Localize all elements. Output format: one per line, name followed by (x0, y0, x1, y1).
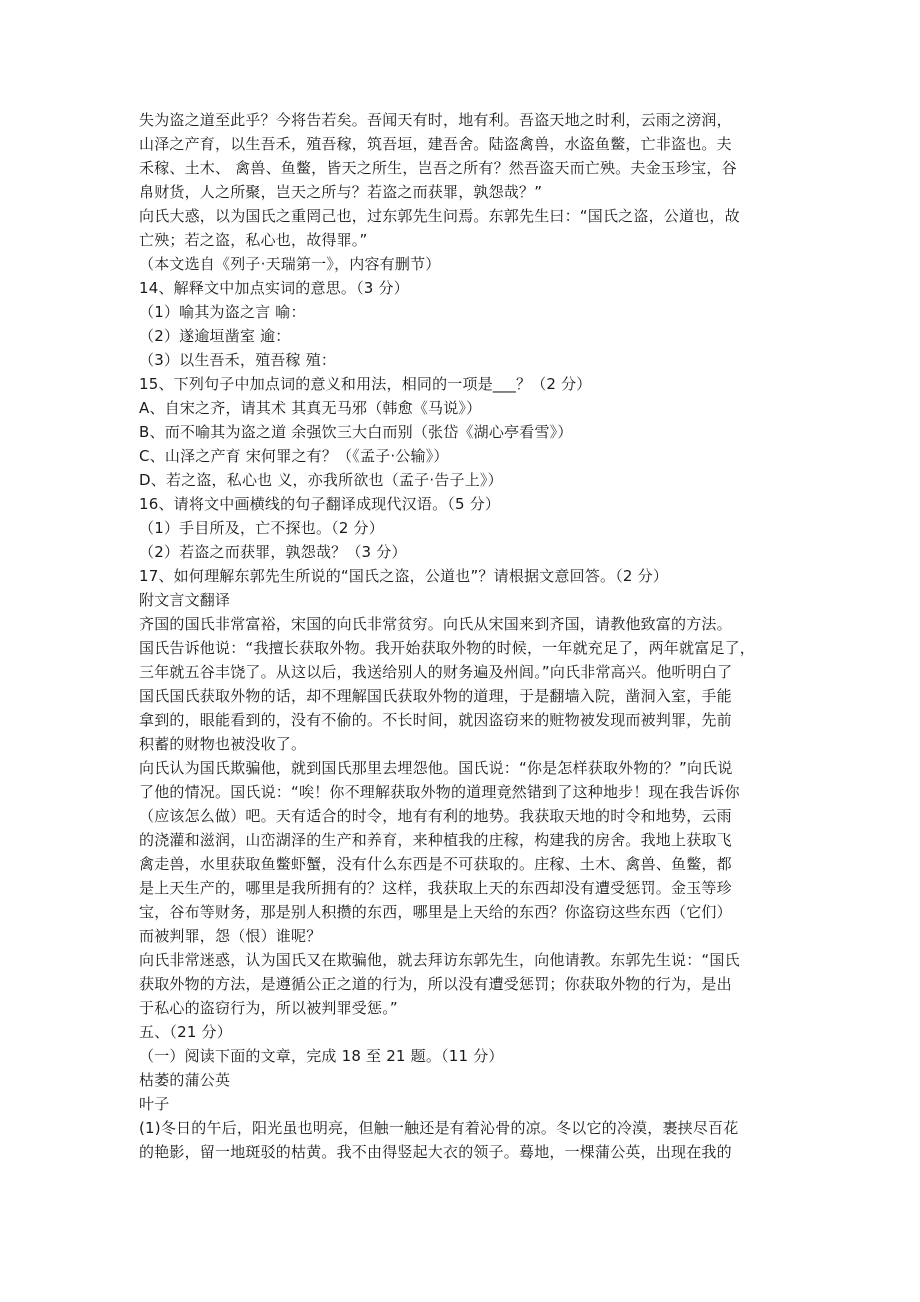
article-author: 叶子 (139, 1095, 170, 1113)
section-five-heading: 五、（21 分） (139, 1023, 232, 1041)
text-line: 宝，谷布等财务，那是别人积攒的东西，哪里是上天给的东西？你盗窃这些东西（它们） (139, 903, 732, 921)
question-14-item-1: （1）喻其为盗之言 喻： (139, 303, 306, 321)
text-line: 亡殃；若之盗，私心也，故得罪。” (139, 231, 368, 249)
text-line: (1)冬日的午后，阳光虽也明亮，但触一触还是有着沁骨的凉。冬以它的冷漠，裹挟尽百花 (139, 1119, 739, 1137)
question-16-item-1: （1）手目所及，亡不探也。（2 分） (139, 519, 384, 537)
text-line: 获取外物的方法，是遵循公正之道的行为，所以没有遭受惩罚；你获取外物的行为，是出 (139, 975, 732, 993)
question-15-option-d: D、若之盗，私心也 义，亦我所欲也（孟子·告子上》） (139, 471, 503, 489)
question-15: 15、下列句子中加点词的意义和用法，相同的一项是___？（2 分） (139, 375, 592, 393)
text-line: 了他的情况。国氏说：“唉！你不理解获取外物的道理竟然错到了这种地步！现在我告诉你 (139, 783, 740, 801)
text-line: 的浇灌和滋润，山峦湖泽的生产和养育，来种植我的庄稼，构建我的房舍。我地上获取飞 (139, 831, 732, 849)
text-line: 的艳影，留一地斑驳的枯黄。我不由得竖起大衣的领子。蓦地，一棵蒲公英，出现在我的 (139, 1143, 732, 1161)
text-line: 于私心的盗窃行为，所以被判罪受惩。” (139, 999, 398, 1017)
text-line: 禽走兽，水里获取鱼鳖虾蟹，没有什么东西是不可获取的。庄稼、土木、禽兽、鱼鳖，都 (139, 855, 732, 873)
text-line: 拿到的，眼能看到的，没有不偷的。不长时间，就因盗窃来的赃物被发现而被判罪，先前 (139, 711, 732, 729)
question-16: 16、请将文中画横线的句子翻译成现代汉语。（5 分） (139, 495, 501, 513)
question-16-item-2: （2）若盗之而获罪，孰怨哉？（3 分） (139, 543, 407, 561)
document-body (139, 108, 789, 1164)
text-line: 齐国的国氏非常富裕，宋国的向氏非常贫穷。向氏从宋国来到齐国，请教他致富的方法。 (139, 615, 732, 633)
question-14-item-2: （2）遂逾垣凿室 逾： (139, 327, 291, 345)
text-line: 帛财货，人之所聚，岂天之所与？若盗之而获罪，孰怨哉？” (139, 183, 543, 201)
text-line: 失为盗之道至此乎？今将告若矣。吾闻天有时，地有利。吾盗天地之时利，云雨之滂润， (139, 111, 732, 129)
text-line: 三年就五谷丰饶了。从这以后，我送给别人的财务遍及州闾。”向氏非常高兴。他听明白了 (139, 663, 733, 681)
text-line: 向氏认为国氏欺骗他，就到国氏那里去埋怨他。国氏说：“你是怎样获取外物的？”向氏说 (139, 759, 733, 777)
text-line: 禾稼、土木、 禽兽、鱼鳖，皆天之所生，岂吾之所有？然吾盗天而亡殃。夫金玉珍宝，谷 (139, 159, 737, 177)
text-line: 而被判罪，怨（恨）谁呢？ (139, 927, 322, 945)
text-line: （应该怎么做）吧。天有适合的时令，地有有利的地势。我获取天地的时令和地势，云雨 (139, 807, 732, 825)
text-line: 国氏告诉他说：“我擅长获取外物。我开始获取外物的时候，一年就充足了，两年就富足了， (139, 639, 755, 657)
text-line: 向氏非常迷惑，认为国氏又在欺骗他，就去拜访东郭先生，向他请教。东郭先生说：“国氏 (139, 951, 740, 969)
question-15-option-b: B、而不喻其为盗之道 余强饮三大白而别（张岱《湖心亭看雪》） (139, 423, 573, 441)
source-note: （本文选自《列子·天瑞第一》，内容有删节） (139, 255, 441, 273)
question-15-option-a: A、自宋之齐，请其术 其真无马邪（韩愈《马说》） (139, 399, 482, 417)
question-14-item-3: （3）以生吾禾，殖吾稼 殖： (139, 351, 337, 369)
text-line: 国氏国氏获取外物的话，却不理解国氏获取外物的道理，于是翻墙入院，凿洞入室，手能 (139, 687, 732, 705)
question-14: 14、解释文中加点实词的意思。（3 分） (139, 279, 409, 297)
translation-heading: 附文言文翻译 (139, 591, 231, 609)
article-title: 枯萎的蒲公英 (139, 1071, 231, 1089)
text-line: 向氏大惑，以为国氏之重罔己也，过东郭先生问焉。东郭先生曰：“国氏之盗，公道也，故 (139, 207, 740, 225)
text-line: 积蓄的财物也被没收了。 (139, 735, 307, 753)
text-line: 是上天生产的，哪里是我所拥有的？这样，我获取上天的东西却没有遭受惩罚。金玉等珍 (139, 879, 732, 897)
question-17: 17、如何理解东郭先生所说的“国氏之盗，公道也”？请根据文意回答。（2 分） (139, 567, 669, 585)
text-line: 山泽之产育，以生吾禾，殖吾稼，筑吾垣，建吾舍。陆盗禽兽，水盗鱼鳖，亡非盗也。夫 (139, 135, 732, 153)
question-15-option-c: C、山泽之产育 宋何罪之有？（《孟子·公输》） (139, 447, 449, 465)
reading-instruction: （一）阅读下面的文章，完成 18 至 21 题。（11 分） (139, 1047, 504, 1065)
